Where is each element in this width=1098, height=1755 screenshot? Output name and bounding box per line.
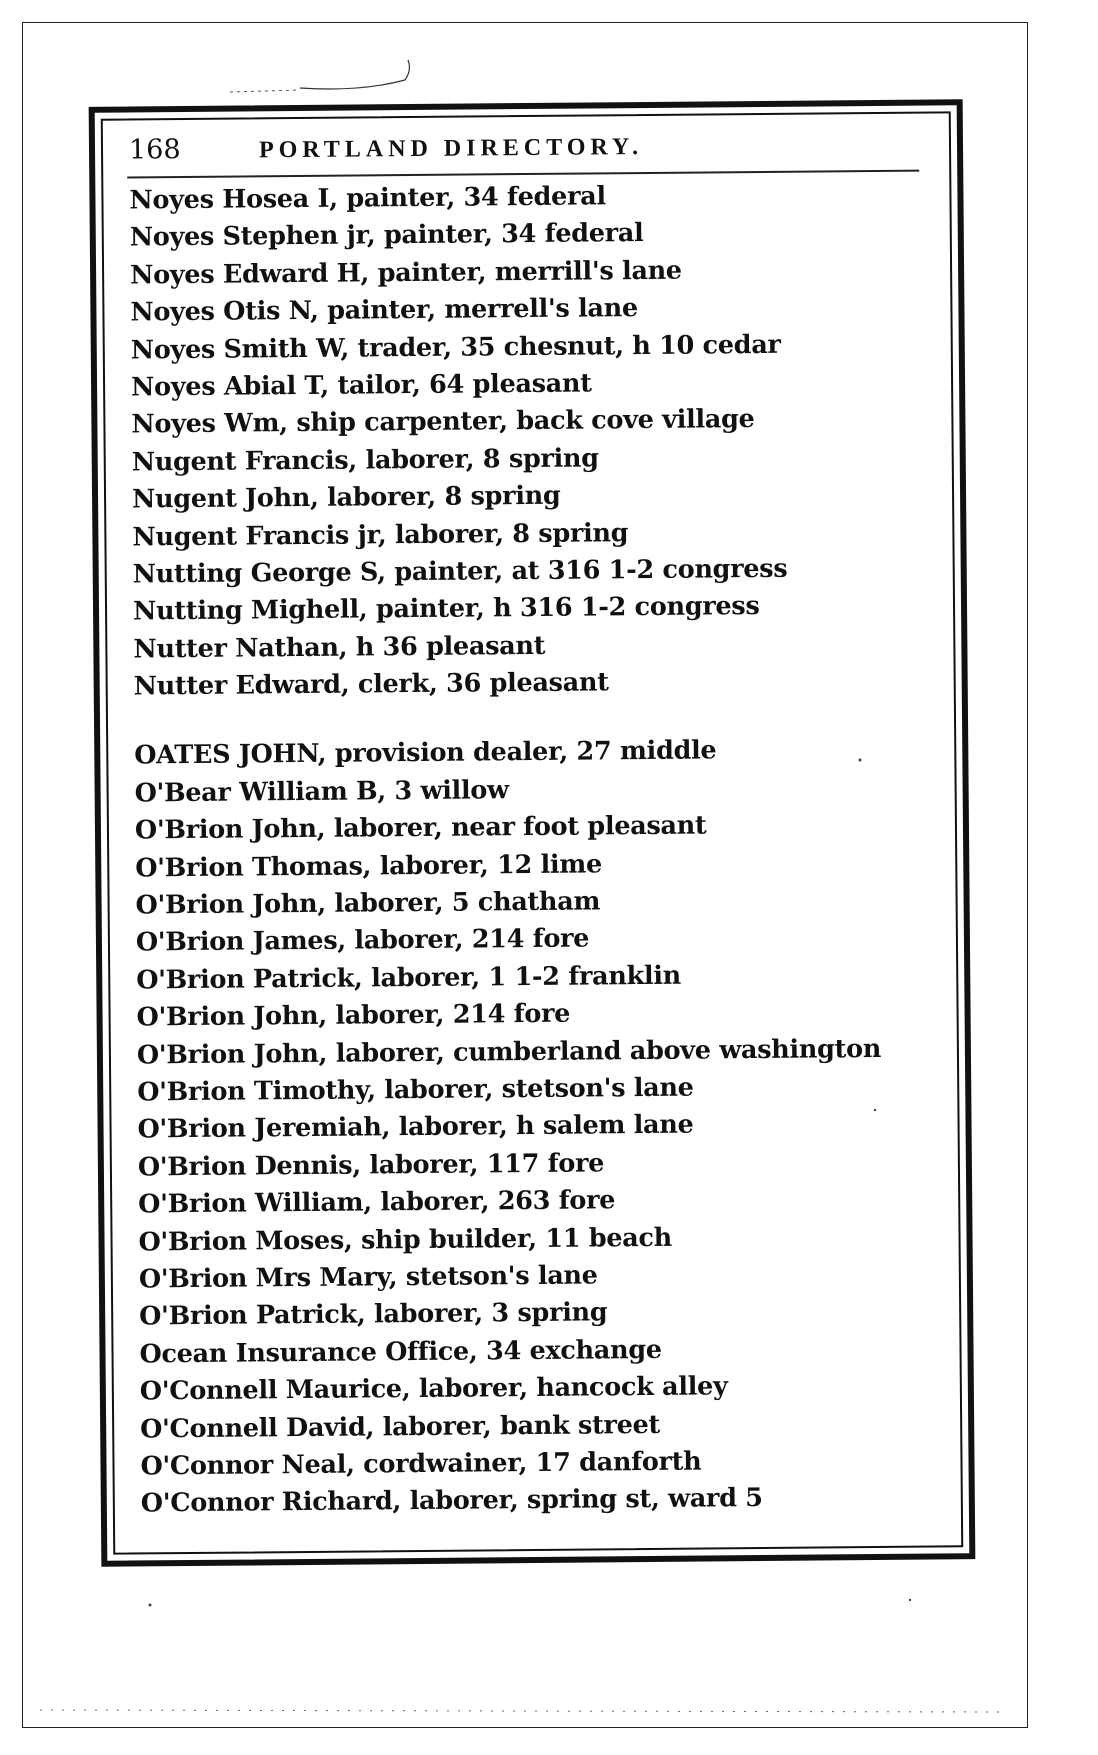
directory-entry: Nugent John, laborer, 8 spring [131, 480, 561, 515]
directory-section-n [127, 172, 934, 706]
directory-entry: Noyes Hosea I, painter, 34 federal [129, 181, 606, 216]
directory-entry: O'Brion John, laborer, 214 fore [136, 998, 571, 1033]
directory-entry: O'Connell Maurice, laborer, hancock alley [139, 1371, 728, 1407]
directory-entry: Nutting George S, painter, at 316 1-2 congress [132, 553, 788, 590]
page-frame-inner [101, 111, 963, 1554]
page-number: 168 [128, 134, 181, 166]
directory-entry: O'Brion Patrick, laborer, 3 spring [139, 1297, 608, 1332]
directory-entry: O'Bear William B, 3 willow [134, 775, 509, 809]
directory-entry: O'Brion James, laborer, 214 fore [135, 923, 590, 958]
directory-entry: O'Brion Patrick, laborer, 1 1-2 franklin [136, 960, 682, 996]
directory-entry: Noyes Wm, ship carpenter, back cove village [131, 404, 755, 440]
directory-section-o [132, 727, 941, 1523]
running-head [127, 114, 919, 179]
directory-entry: Noyes Stephen jr, painter, 34 federal [129, 218, 644, 253]
directory-entry: O'Brion William, laborer, 263 fore [138, 1185, 616, 1220]
directory-entry: Noyes Abial T, tailor, 64 pleasant [130, 368, 592, 403]
directory-entry: Noyes Edward H, painter, merrill's lane [129, 255, 682, 291]
directory-entry: Nutter Nathan, h 36 pleasant [133, 630, 546, 665]
directory-entry: Nugent Francis jr, laborer, 8 spring [132, 517, 629, 552]
directory-entry: O'Brion Dennis, laborer, 117 fore [137, 1148, 605, 1183]
page-frame [89, 99, 976, 1567]
directory-entry: O'Connor Neal, cordwainer, 17 danforth [140, 1446, 702, 1482]
directory-entry: O'Brion John, laborer, near foot pleasant [134, 810, 707, 846]
directory-entry: O'Brion John, laborer, 5 chatham [135, 886, 601, 921]
directory-entry: O'Brion Moses, ship builder, 11 beach [138, 1222, 673, 1257]
directory-entry: Nutter Edward, clerk, 36 pleasant [133, 667, 609, 702]
directory-entry: Noyes Smith W, trader, 35 chesnut, h 10 cedar [130, 329, 781, 366]
directory-entry: O'Connor Richard, laborer, spring st, ward 5 [140, 1483, 763, 1519]
directory-entry: Ocean Insurance Office, 34 exchange [139, 1334, 662, 1370]
directory-entry: Noyes Otis N, painter, merrell's lane [130, 293, 639, 328]
directory-entry: O'Brion Jeremiah, laborer, h salem lane [137, 1109, 694, 1145]
directory-entry: O'Connell David, laborer, bank street [140, 1409, 661, 1444]
directory-entry: O'Brion Mrs Mary, stetson's lane [138, 1260, 598, 1295]
directory-entry: O'Brion John, laborer, cumberland above washington [136, 1033, 882, 1071]
directory-entry: O'Brion Timothy, laborer, stetson's lane [137, 1072, 694, 1108]
directory-entry: Nutting Mighell, painter, h 316 1-2 congress [132, 591, 760, 627]
directory-entry: Nugent Francis, laborer, 8 spring [131, 443, 599, 478]
page-title: PORTLAND DIRECTORY. [258, 134, 644, 164]
directory-entry: OATES JOHN, provision dealer, 27 middle [134, 735, 717, 771]
directory-entry: O'Brion Thomas, laborer, 12 lime [135, 849, 603, 884]
